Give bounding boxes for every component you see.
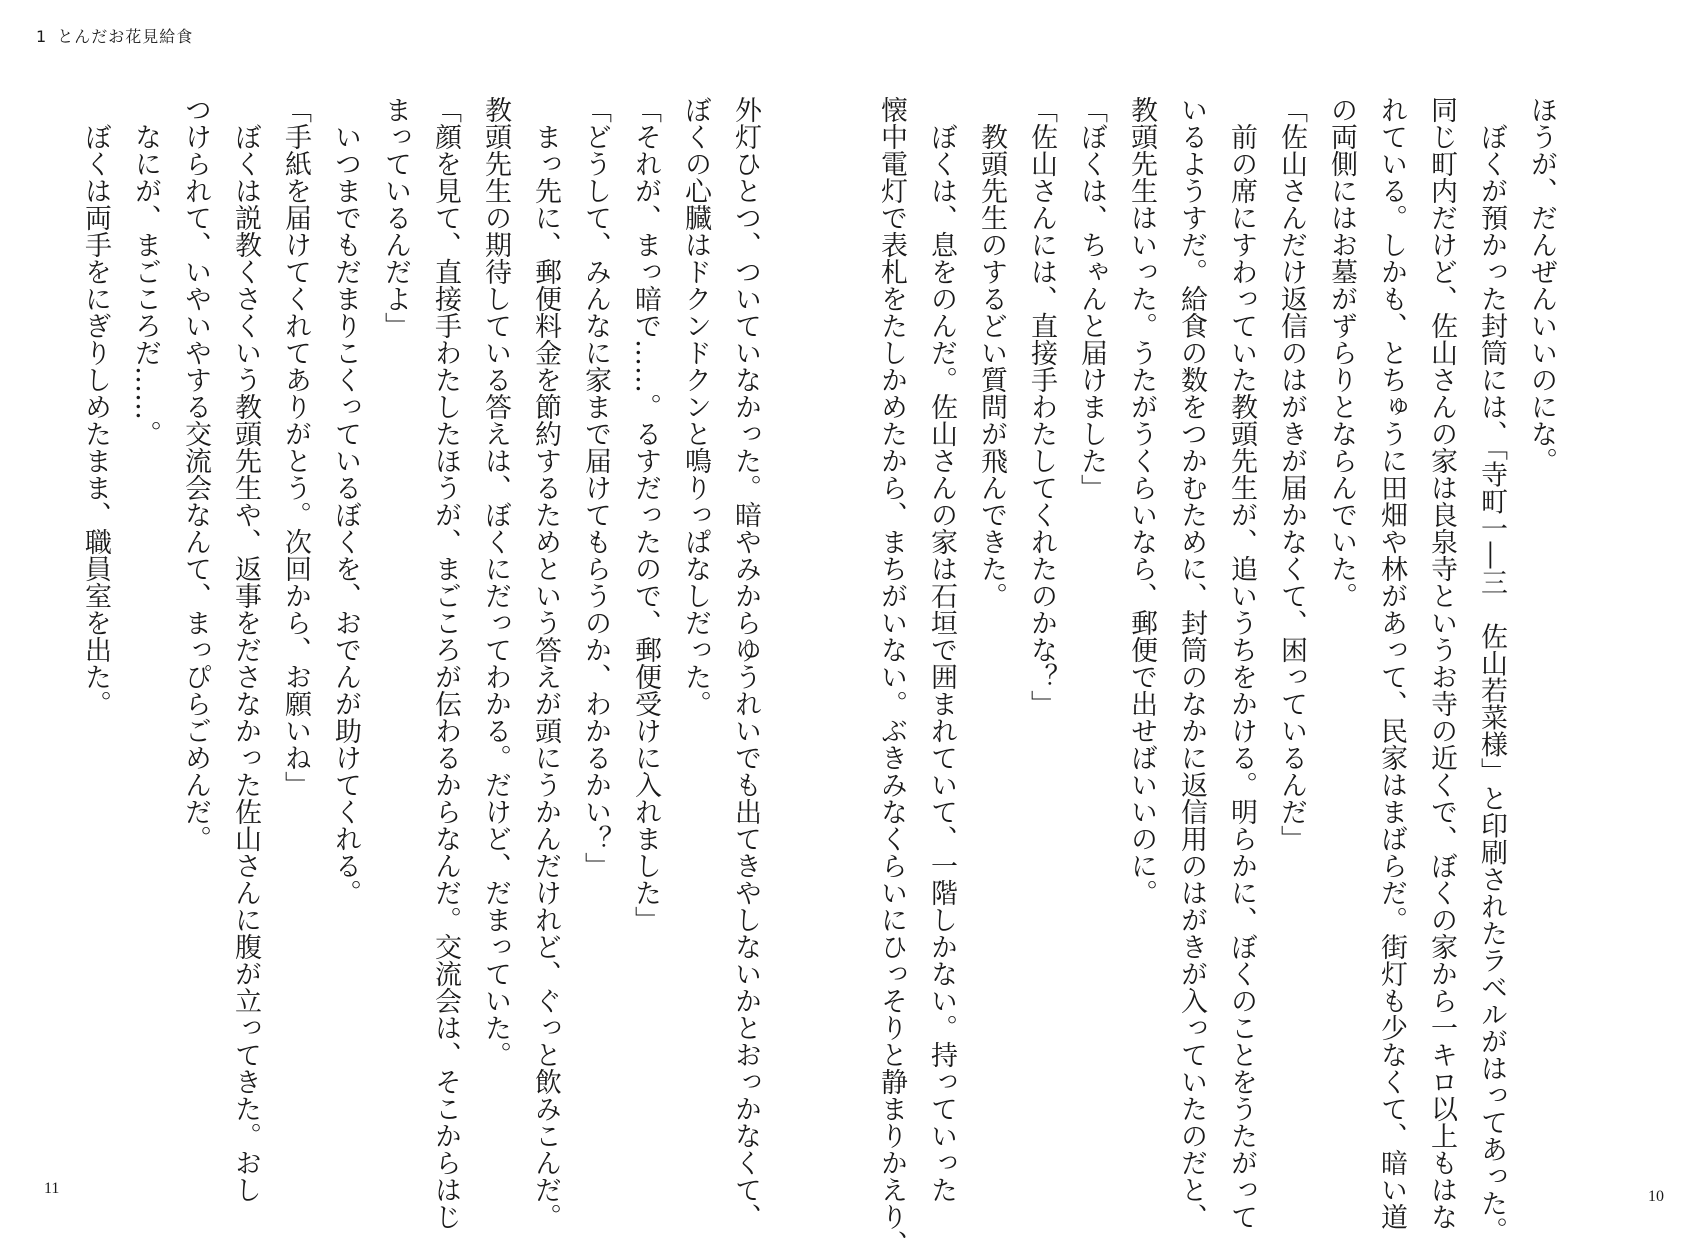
text-line: 「佐山さんには、直接手わたしてくれたのかな？」 — [1026, 96, 1057, 717]
text-line: 「ぼくは、ちゃんと届けました」 — [1076, 96, 1107, 501]
text-line: の両側にはお墓がずらりとならんでいた。 — [1326, 96, 1357, 609]
text-line: 教頭先生のするどい質問が飛んできた。 — [976, 96, 1007, 609]
text-line: 懐中電灯で表札をたしかめたから、まちがいない。ぶきみなくらいにひっそりと静まりかえり、 — [876, 96, 907, 1257]
text-line: ぼくは、息をのんだ。佐山さんの家は石垣で囲まれていて、一階しかない。持っていった — [926, 96, 957, 1203]
text-line: 「それが、まっ暗で……。るすだったので、郵便受けに入れました」 — [630, 96, 661, 933]
page-number-left: 11 — [44, 1180, 60, 1197]
text-line: まっ先に、郵便料金を節約するためという答えが頭にうかんだけれど、ぐっと飲みこんだ。 — [530, 96, 561, 1230]
text-line: 前の席にすわっていた教頭先生が、追いうちをかける。明らかに、ぼくのことをうたがって — [1226, 96, 1257, 1230]
text-line: 「佐山さんだけ返信のはがきが届かなくて、困っているんだ」 — [1276, 96, 1307, 852]
text-line: ほうが、だんぜんいいのにな。 — [1526, 96, 1557, 474]
right-page-text — [876, 96, 1566, 1257]
text-line: つけられて、いやいやする交流会なんて、まっぴらごめんだ。 — [180, 96, 211, 852]
page-number-right: 10 — [1648, 1188, 1664, 1205]
text-line: なにが、まごころだ……。 — [130, 96, 161, 447]
text-line: 「顔を見て、直接手わたしたほうが、まごころが伝わるからなんだ。交流会は、そこからはじ — [430, 96, 461, 1230]
text-line: 「どうして、みんなに家まで届けてもらうのか、わかるかい？」 — [580, 96, 611, 879]
text-line: いるようすだ。給食の数をつかむために、封筒のなかに返信用のはがきが入っていたのだと、 — [1176, 96, 1207, 1230]
text-line: ぼくは説教くさくいう教頭先生や、返事をださなかった佐山さんに腹が立ってきた。おし — [230, 96, 261, 1203]
text-line: ぼくが預かった封筒には、「寺町一―三 佐山若菜様」と印刷されたラベルがはってあった。 — [1476, 96, 1507, 1244]
text-line: 外灯ひとつ、ついていなかった。暗やみからゆうれいでも出てきやしないかとおっかなくて、 — [730, 96, 761, 1230]
running-header — [36, 24, 193, 47]
left-page-text — [80, 96, 770, 1230]
text-line: まっているんだよ」 — [380, 96, 411, 339]
text-line: ぼくは両手をにぎりしめたまま、職員室を出た。 — [80, 96, 111, 717]
text-line: れている。しかも、とちゅうに田畑や林があって、民家はまばらだ。街灯も少なくて、暗い道 — [1376, 96, 1407, 1230]
text-line: 同じ町内だけど、佐山さんの家は良泉寺というお寺の近くで、ぼくの家から一キロ以上もはな — [1426, 96, 1457, 1230]
text-line: ぼくの心臓はドクンドクンと鳴りっぱなしだった。 — [680, 96, 711, 717]
text-line: 教頭先生はいった。うたがうくらいなら、郵便で出せばいいのに。 — [1126, 96, 1157, 906]
chapter-number: 1 — [36, 27, 48, 46]
text-line: 「手紙を届けてくれてありがとう。次回から、お願いね」 — [280, 96, 311, 798]
chapter-title: とんだお花見給食 — [57, 27, 194, 46]
text-line: 教頭先生の期待している答えは、ぼくにだってわかる。だけど、だまっていた。 — [480, 96, 511, 1068]
text-line: いつまでもだまりこくっているぼくを、おでんが助けてくれる。 — [330, 96, 361, 906]
